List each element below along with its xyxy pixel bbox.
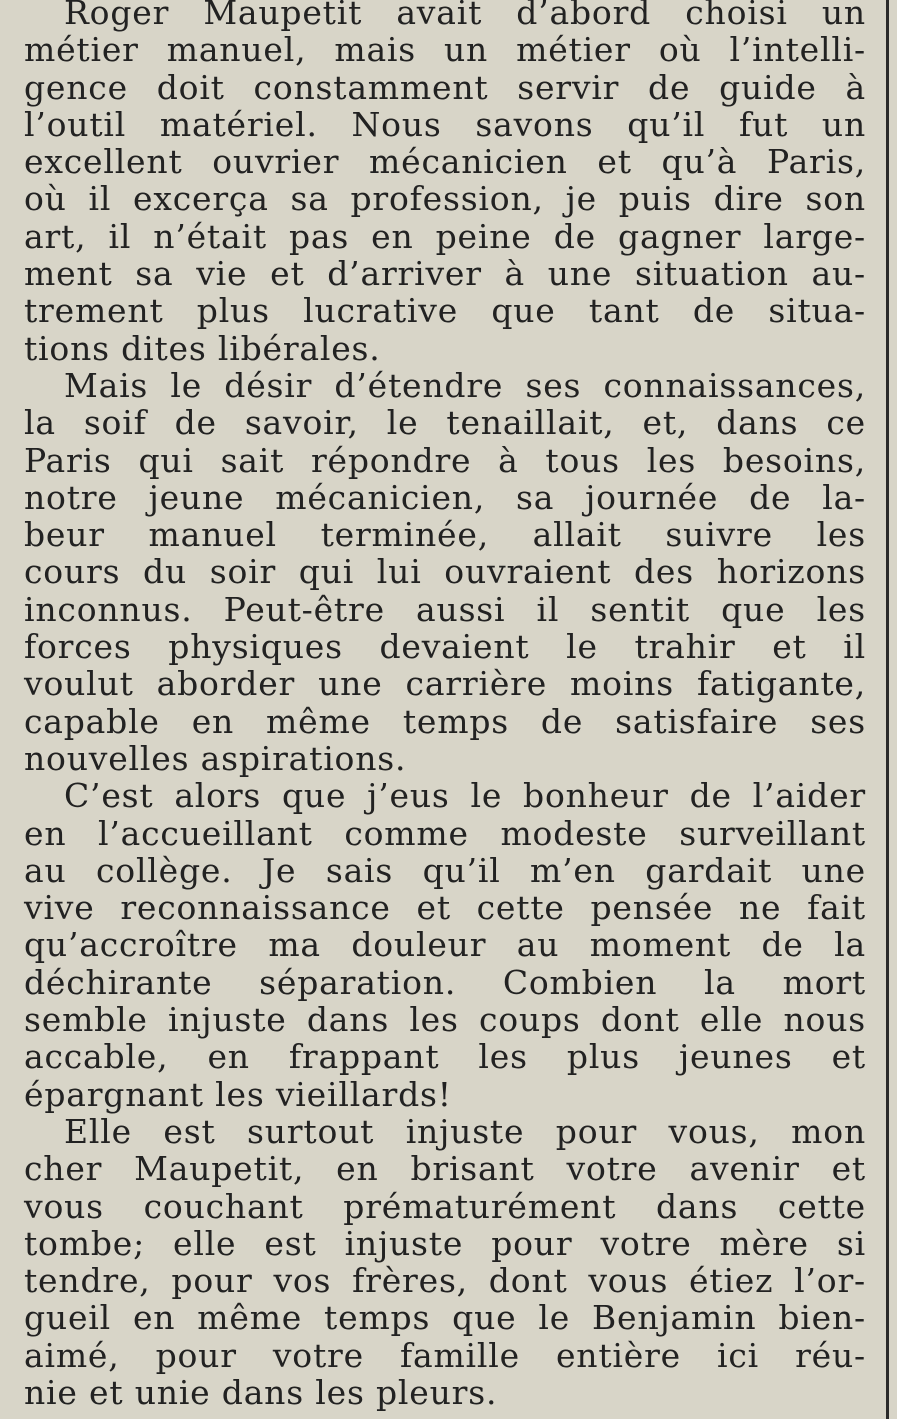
text-line: accable, en frappant les plus jeunes et: [24, 1037, 866, 1077]
text-line: ment sa vie et d’arriver à une situation au-: [24, 254, 866, 294]
text-line: l’outil matériel. Nous savons qu’il fut un: [24, 104, 866, 144]
text-line: notre jeune mécanicien, sa journée de la-: [24, 477, 866, 517]
text-line: inconnus. Peut-être aussi il sentit que les: [24, 589, 866, 629]
text-line: C’est alors que j’eus le bonheur de l’aider: [64, 776, 866, 816]
text-line: excellent ouvrier mécanicien et qu’à Paris,: [24, 142, 866, 182]
text-line: vous couchant prématurément dans cette: [24, 1186, 866, 1226]
text-line: gueil en même temps que le Benjamin bien-: [24, 1298, 866, 1338]
text-line: tombe; elle est injuste pour votre mère si: [24, 1223, 866, 1263]
text-line: qu’accroître ma douleur au moment de la: [24, 925, 866, 965]
text-line: tions dites libérales.: [24, 328, 381, 368]
text-line: capable en même temps de satisfaire ses: [24, 701, 866, 741]
text-line: nie et unie dans les pleurs.: [24, 1372, 498, 1412]
text-line: Elle est surtout injuste pour vous, mon: [64, 1111, 866, 1151]
paragraph-3: [24, 777, 866, 1113]
text-line: tendre, pour vos frères, dont vous étiez l’or-: [24, 1261, 866, 1301]
text-line: au collège. Je sais qu’il m’en gardait une: [24, 850, 866, 890]
text-line: vive reconnaissance et cette pensée ne fait: [24, 888, 866, 928]
text-line: cours du soir qui lui ouvraient des horizons: [24, 552, 866, 592]
text-line: voulut aborder une carrière moins fatigante,: [24, 664, 866, 704]
text-line: en l’accueillant comme modeste surveillant: [24, 813, 866, 853]
paragraph-1: [24, 0, 866, 367]
text-line: gence doit constamment servir de guide à: [24, 67, 866, 107]
text-column: [24, 0, 866, 1411]
text-line: métier manuel, mais un métier où l’intelli-: [24, 30, 866, 70]
text-line: Roger Maupetit avait d’abord choisi un: [64, 0, 866, 32]
text-line: épargnant les vieillards!: [24, 1074, 452, 1114]
text-line: déchirante séparation. Combien la mort: [24, 962, 866, 1002]
column-rule: [886, 0, 889, 1419]
paragraph-4: [24, 1113, 866, 1411]
text-line: où il excerça sa profession, je puis dire son: [24, 179, 866, 219]
text-line: la soif de savoir, le tenaillait, et, dans ce: [24, 403, 866, 443]
text-line: forces physiques devaient le trahir et il: [24, 627, 866, 667]
text-line: Paris qui sait répondre à tous les besoins,: [24, 440, 866, 480]
text-line: nouvelles aspirations.: [24, 738, 407, 778]
text-line: beur manuel terminée, allait suivre les: [24, 515, 866, 555]
text-line: art, il n’était pas en peine de gagner large-: [24, 216, 866, 256]
text-line: trement plus lucrative que tant de situa-: [24, 291, 866, 331]
paragraph-2: [24, 367, 866, 777]
text-line: Mais le désir d’étendre ses connaissances,: [64, 365, 866, 405]
text-line: aimé, pour votre famille entière ici réu-: [24, 1335, 866, 1375]
text-line: cher Maupetit, en brisant votre avenir et: [24, 1149, 866, 1189]
text-line: semble injuste dans les coups dont elle nous: [24, 1000, 866, 1040]
